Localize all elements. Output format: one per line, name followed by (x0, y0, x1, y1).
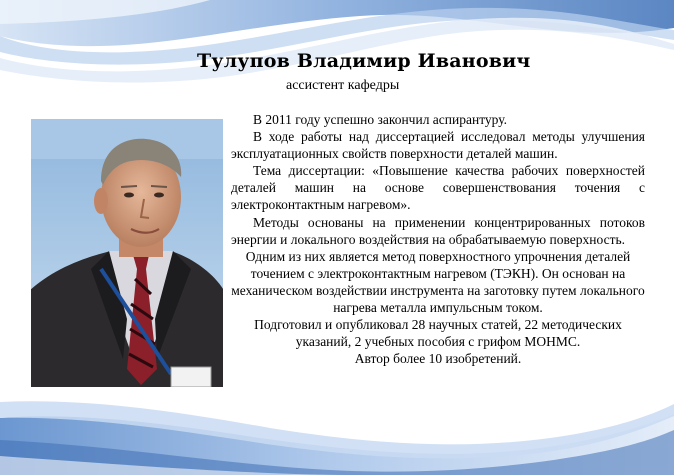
paragraph-thesis-topic: Тема диссертации: «Повышение качества рабочих поверхностей деталей машин на основе совершенствования точения с электроконтактным нагревом». (231, 163, 645, 213)
biography-text (231, 111, 645, 367)
bottom-wave (0, 401, 674, 475)
person-name: Тулупов Владимир Иванович (197, 50, 531, 72)
paragraph-publications: Подготовил и опубликовал 28 научных статей, 22 методических указаний, 2 учебных пособия с грифом МОНМС. (254, 317, 622, 350)
paragraph-graduation: В 2011 году успешно закончил аспирантуру. (253, 112, 508, 127)
paragraph-research: В ходе работы над диссертацией исследовал методы улучшения эксплуатационных свойств поверхности деталей машин. (231, 129, 645, 162)
paragraph-tekn-method: Одним из них является метод поверхностного упрочнения деталей точением с электроконтактным нагревом (ТЭКН). Он основан на механическом воздействии инструмента на заготовку путем локального нагрева металла импульсным током. (231, 248, 645, 316)
paragraph-inventions: Автор более 10 изобретений. (354, 351, 522, 367)
portrait-photo (31, 119, 223, 387)
person-role: ассистент кафедры (286, 78, 400, 93)
paragraph-methods: Методы основаны на применении концентрированных потоков энергии и локального воздействия на обрабатываемую поверхность. (231, 214, 645, 247)
